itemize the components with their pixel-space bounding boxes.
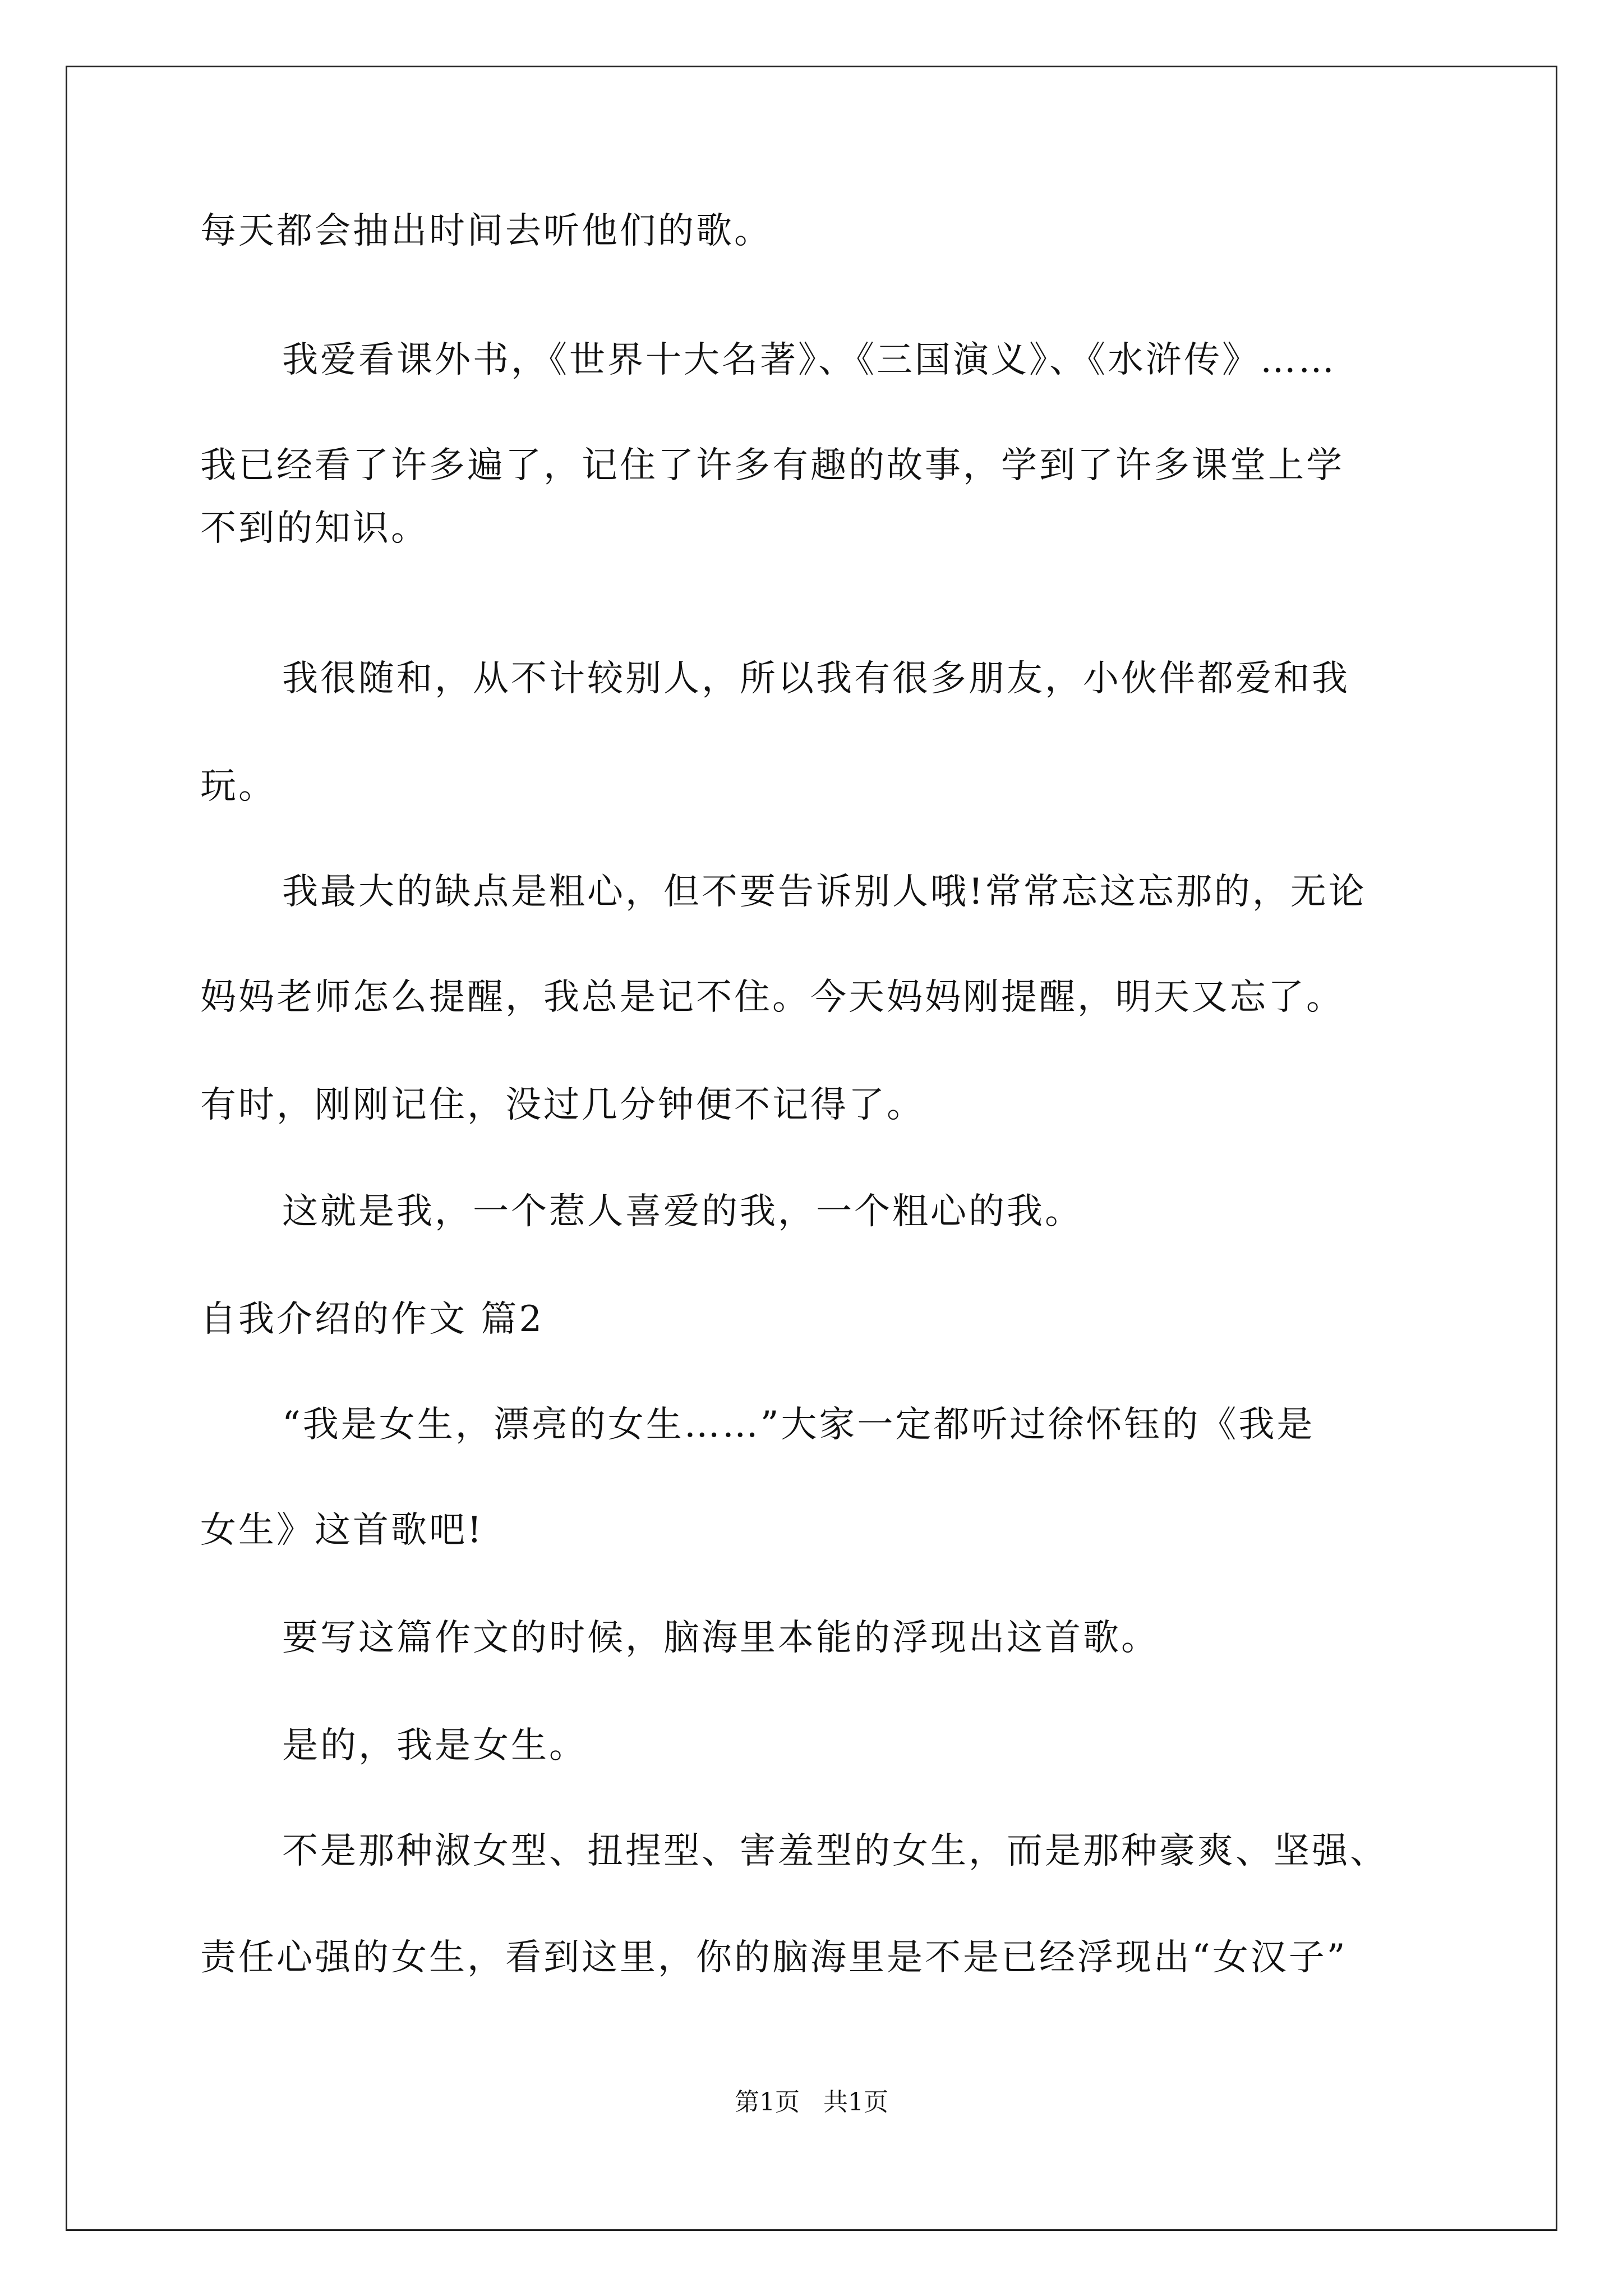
text-line-5: 我很随和，从不计较别人，所以我有很多朋友，小伙伴都爱和我 [282,658,1350,700]
text-line-1: 每天都会抽出时间去听他们的歌。 [200,210,772,252]
text-line-13: 女生》这首歌吧! [200,1510,484,1551]
section-heading: 自我介绍的作文 篇2 [200,1299,545,1340]
text-line-16: 不是那种淑女型、扭捏型、害羞型的女生，而是那种豪爽、坚强、 [282,1830,1388,1872]
text-line-8: 妈妈老师怎么提醒，我总是记不住。今天妈妈刚提醒，明天又忘了。 [200,977,1344,1018]
text-line-12: “我是女生，漂亮的女生……”大家一定都听过徐怀钰的《我是 [282,1404,1315,1446]
text-line-4: 不到的知识。 [200,508,429,549]
text-line-17: 责任心强的女生，看到这里，你的脑海里是不是已经浮现出“女汉子” [200,1937,1348,1978]
text-line-9: 有时，刚刚记住，没过几分钟便不记得了。 [200,1084,925,1126]
text-line-15: 是的，我是女生。 [282,1725,587,1766]
text-line-14: 要写这篇作文的时候，脑海里本能的浮现出这首歌。 [282,1617,1159,1659]
text-line-7: 我最大的缺点是粗心，但不要告诉别人哦!常常忘这忘那的，无论 [282,871,1367,913]
text-line-2: 我爱看课外书，《世界十大名著》、《三国演义》、《水浒传》…… [282,339,1336,381]
page-border [66,66,1557,2231]
text-line-6: 玩。 [200,766,276,807]
text-line-10: 这就是我，一个惹人喜爱的我，一个粗心的我。 [282,1191,1083,1232]
text-line-3: 我已经看了许多遍了，记住了许多有趣的故事，学到了许多课堂上学 [200,445,1344,486]
page-footer: 第1页 共1页 [735,2088,888,2116]
